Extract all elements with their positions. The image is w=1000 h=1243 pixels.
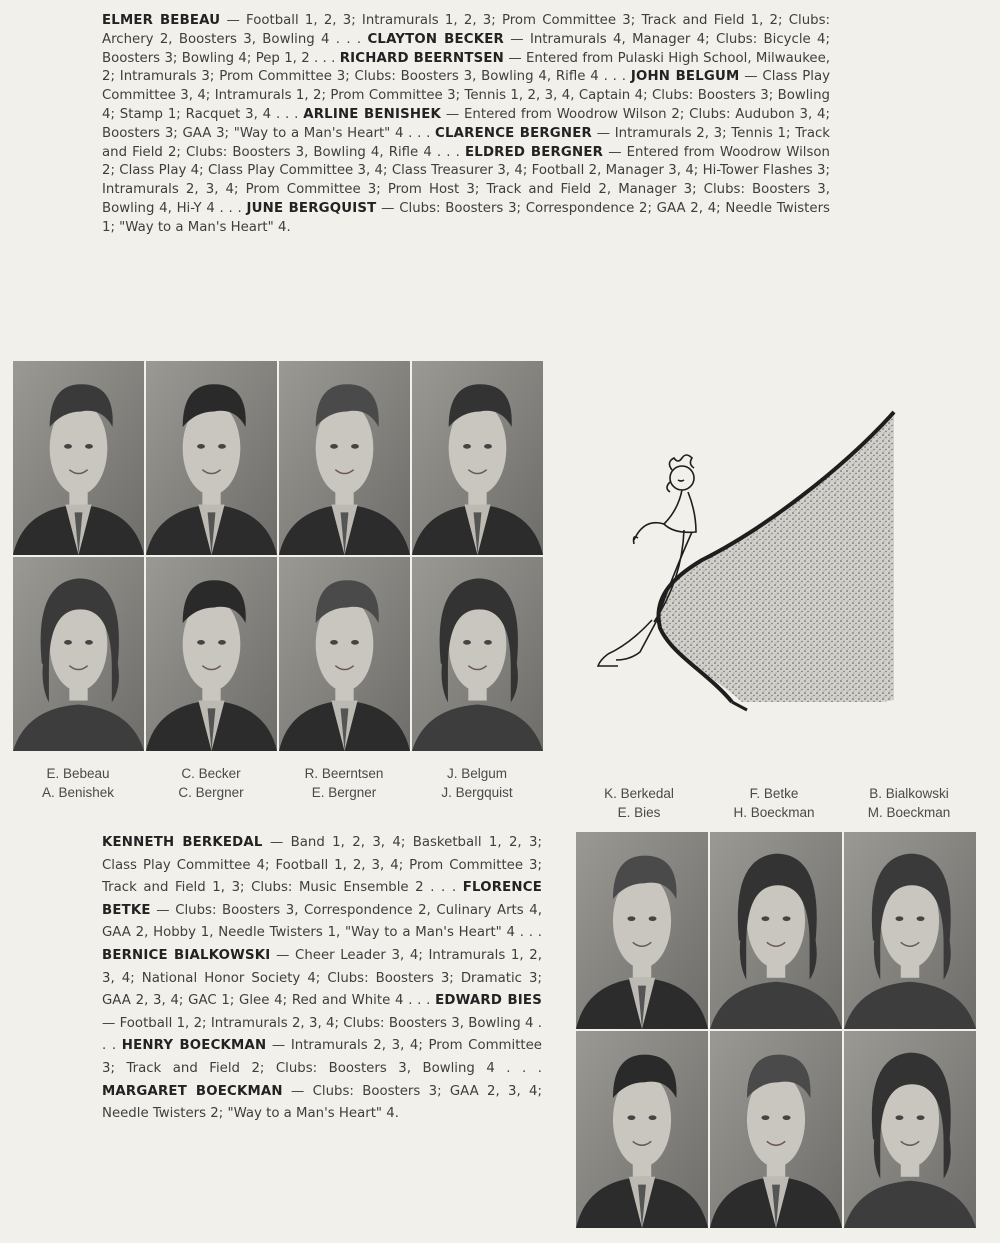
student-name: BERNICE BIALKOWSKI bbox=[102, 947, 271, 963]
caption-bottom-name: C. Bergner bbox=[178, 785, 244, 800]
caption-bottom-name: M. Boeckman bbox=[867, 805, 951, 820]
photo-caption bbox=[13, 764, 143, 802]
student-portrait bbox=[146, 361, 277, 555]
caption-top-name: F. Betke bbox=[749, 786, 799, 801]
student-activities: Intramurals 2, 3; Tennis 1; Track and Field 2; Clubs: Boosters 3, Bowling 4, Rifle 4 . . . bbox=[102, 125, 830, 160]
student-activities: Football 1, 2; Intramurals 2, 3, 4; Clubs: Boosters 3, Bowling 4 . . . bbox=[102, 1015, 542, 1054]
student-activities: Band 1, 2, 3, 4; Basketball 1, 2, 3; Class Play Committee 4; Football 1, 2, 3, 4; Prom Committee 3; Track and Field 1, 3; Clubs: Music Ensemble 2 . . . bbox=[102, 835, 542, 896]
caption-top-name: R. Beerntsen bbox=[304, 766, 384, 781]
student-activities: Clubs: Boosters 3, Correspondence 2, Culinary Arts 4, GAA 2, Hobby 1, Needle Twisters 1, "Way to a Man's Heart" 4 . . . bbox=[102, 902, 542, 941]
caption-top-name: C. Becker bbox=[181, 766, 241, 781]
student-name: ELMER BEBEAU bbox=[102, 13, 221, 28]
student-activities: Intramurals 4, Manager 4; Clubs: Bicycle 4; Boosters 3; Bowling 4; Pep 1, 2 . . . bbox=[102, 31, 830, 66]
student-portrait bbox=[13, 361, 144, 555]
student-portrait bbox=[13, 557, 144, 751]
caption-top-name: B. Bialkowski bbox=[869, 786, 949, 801]
student-portrait bbox=[710, 1031, 842, 1228]
caption-top-name: K. Berkedal bbox=[604, 786, 674, 801]
student-activities: Cheer Leader 3, 4; Intramurals 1, 2, 3, 4; National Honor Society 4; Clubs: Boosters 3; Dramatic 3; GAA 2, 3, 4; GAC 1; Glee 4; Red and White 4 . . . bbox=[102, 947, 542, 1009]
student-portrait bbox=[279, 361, 410, 555]
student-portrait bbox=[576, 832, 708, 1029]
caption-bottom-name: H. Boeckman bbox=[733, 805, 815, 820]
student-activities: Clubs: Boosters 3; GAA 2, 3, 4; Needle Twisters 2; "Way to a Man's Heart" 4. bbox=[102, 1083, 542, 1122]
caption-bottom-name: E. Bies bbox=[617, 805, 661, 820]
caption-bottom-name: A. Benishek bbox=[41, 785, 115, 800]
student-name: JOHN BELGUM bbox=[630, 69, 740, 85]
caption-top-name: J. Belgum bbox=[446, 766, 508, 781]
student-name: HENRY BOECKMAN bbox=[121, 1038, 267, 1054]
student-portrait bbox=[576, 1031, 708, 1228]
photo-caption bbox=[844, 784, 974, 822]
photo-caption bbox=[709, 784, 839, 822]
student-name: EDWARD BIES bbox=[435, 993, 542, 1009]
student-portrait bbox=[412, 557, 543, 751]
photo-caption bbox=[279, 764, 409, 802]
student-activities: Entered from Pulaski High School, Milwaukee, 2; Intramurals 3; Prom Committee 3; Clubs: Boosters 3, Bowling 4, Rifle 4 . . . bbox=[102, 50, 831, 85]
student-portrait bbox=[844, 832, 976, 1029]
student-portrait bbox=[279, 557, 410, 751]
student-name: FLORENCE BETKE bbox=[102, 880, 542, 918]
student-portrait bbox=[146, 557, 277, 751]
student-activities: Entered from Woodrow Wilson 2; Clubs: Audubon 3, 4; Boosters 3; GAA 3; "Way to a Man's Heart" 4 . . . bbox=[102, 106, 830, 141]
photo-caption bbox=[412, 764, 542, 802]
student-portrait bbox=[710, 832, 842, 1029]
student-activities: Intramurals 2, 3, 4; Prom Committee 3; Track and Field 2; Clubs: Boosters 3, Bowling 4 . . . bbox=[102, 1038, 542, 1076]
student-name: MARGARET BOECKMAN bbox=[102, 1083, 283, 1099]
student-activities: Football 1, 2, 3; Intramurals 1, 2, 3; Prom Committee 3; Track and Field 1, 2; Clubs: Archery 2, Boosters 3, Bowling 4 . . . bbox=[102, 13, 830, 47]
caption-bottom-name: E. Bergner bbox=[311, 785, 377, 800]
photo-caption bbox=[574, 784, 704, 822]
student-name: KENNETH BERKEDAL bbox=[102, 835, 263, 850]
student-name: RICHARD BEERNTSEN bbox=[339, 50, 504, 66]
girl-on-cliff-illustration bbox=[582, 410, 902, 720]
student-portrait bbox=[844, 1031, 976, 1228]
caption-bottom-name: J. Bergquist bbox=[441, 785, 513, 800]
student-name: ELDRED BERGNER bbox=[464, 144, 604, 160]
student-activities: Entered from Woodrow Wilson 2; Class Play 4; Class Play Committee 3, 4; Class Treasurer 3, 4; Football 2, Manager 3, 4; Hi-Tower Flashes 3; Intramurals 2, 3, 4; Prom Committee 3; Prom Host 3; Track and Field 2, Manager 3; Clubs: Boosters 3, Bowling 4, Hi-Y 4 . . . bbox=[102, 144, 830, 216]
student-name: CLAYTON BECKER bbox=[367, 31, 504, 47]
student-activities: Class Play Committee 3, 4; Intramurals 1, 2; Prom Committee 3; Tennis 1, 2, 3, 4, Captain 4; Clubs: Boosters 3; Bowling 4; Stamp 1; Racquet 3, 4 . . . bbox=[102, 69, 830, 122]
student-portrait bbox=[412, 361, 543, 555]
student-activities: Clubs: Boosters 3; Correspondence 2; GAA 2, 4; Needle Twisters 1; "Way to a Man's Heart" 4. bbox=[102, 200, 830, 235]
bio-paragraph-bottom: KENNETH BERKEDAL — Band 1, 2, 3, 4; Basketball 1, 2, 3; Class Play Committee 4; Football 1, 2, 3, 4; Prom Committee 3; Track and Field 1, 3; Clubs: Music Ensemble 2 . . . FLORENCE BETKE — Clubs: Boosters 3, Correspondence 2, Culinary Arts 4, GAA 2, Hobby 1, Needle Twisters 1, "Way to a Man's Heart" 4 . . . BERNICE BIALKOWSKI — Cheer Leader 3, 4; Intramurals 1, 2, 3, 4; National Honor Society 4; Clubs: Boosters 3; Dramatic 3; GAA 2, 3, 4; GAC 1; Glee 4; Red and White 4 . . . EDWARD BIES — Football 1, 2; Intramurals 2, 3, 4; Clubs: Boosters 3, Bowling 4 . . . HENRY BOECKMAN — Intramurals 2, 3, 4; Prom Committee 3; Track and Field 2; Clubs: Boosters 3, Bowling 4 . . . MARGARET BOECKMAN — Clubs: Boosters 3; GAA 2, 3, 4; Needle Twisters 2; "Way to a Man's Heart" 4. bbox=[102, 835, 542, 1122]
student-name: CLARENCE BERGNER bbox=[435, 125, 592, 141]
student-name: ARLINE BENISHEK bbox=[303, 106, 442, 122]
bio-paragraph-top: ELMER BEBEAU — Football 1, 2, 3; Intramurals 1, 2, 3; Prom Committee 3; Track and Field 1, 2; Clubs: Archery 2, Boosters 3, Bowling 4 . . . CLAYTON BECKER — Intramurals 4, Manager 4; Clubs: Bicycle 4; Boosters 3; Bowling 4; Pep 1, 2 . . . RICHARD BEERNTSEN — Entered from Pulaski High School, Milwaukee, 2; Intramurals 3; Prom Committee 3; Clubs: Boosters 3, Bowling 4, Rifle 4 . . . JOHN BELGUM — Class Play Committee 3, 4; Intramurals 1, 2; Prom Committee 3; Tennis 1, 2, 3, 4, Captain 4; Clubs: Boosters 3; Bowling 4; Stamp 1; Racquet 3, 4 . . . ARLINE BENISHEK — Entered from Woodrow Wilson 2; Clubs: Audubon 3, 4; Boosters 3; GAA 3; "Way to a Man's Heart" 4 . . . CLARENCE BERGNER — Intramurals 2, 3; Tennis 1; Track and Field 2; Clubs: Boosters 3, Bowling 4, Rifle 4 . . . ELDRED BERGNER — Entered from Woodrow Wilson 2; Class Play 4; Class Play Committee 3, 4; Class Treasurer 3, 4; Football 2, Manager 3, 4; Hi-Tower Flashes 3; Intramurals 2, 3, 4; Prom Committee 3; Prom Host 3; Track and Field 2, Manager 3; Clubs: Boosters 3, Bowling 4, Hi-Y 4 . . . JUNE BERGQUIST — Clubs: Boosters 3; Correspondence 2; GAA 2, 4; Needle Twisters 1; "Way to a Man's Heart" 4. bbox=[102, 13, 831, 235]
photo-caption bbox=[146, 764, 276, 802]
student-name: JUNE BERGQUIST bbox=[246, 200, 377, 216]
caption-top-name: E. Bebeau bbox=[46, 766, 110, 781]
